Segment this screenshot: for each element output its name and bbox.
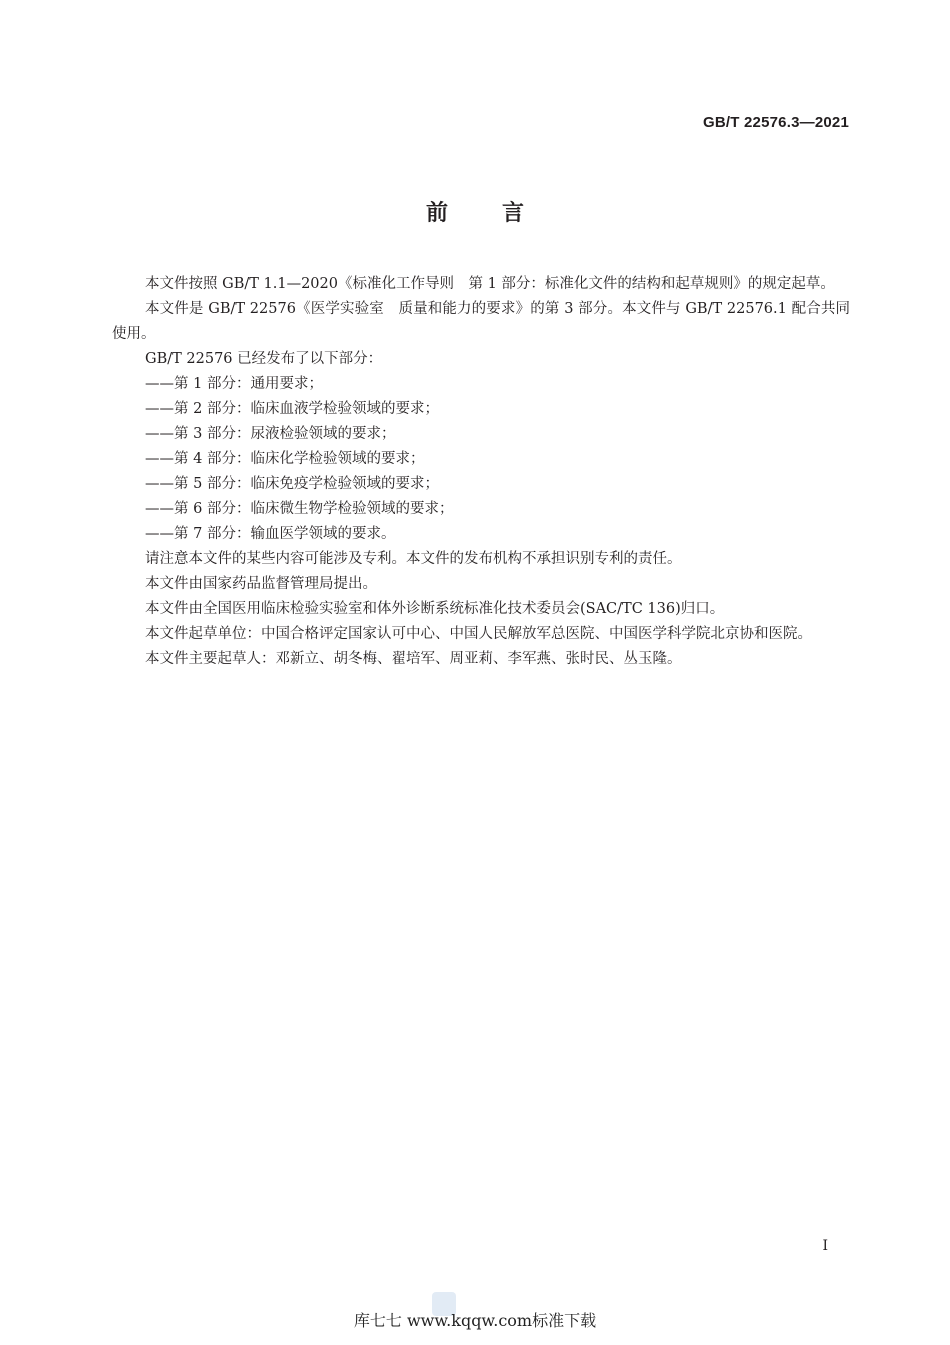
paragraph-drafting-organizations: 本文件起草单位：中国合格评定国家认可中心、中国人民解放军总医院、中国医学科学院北京协和医院。 (145, 626, 812, 642)
paragraph-drafting-rules: 本文件按照 GB/T 1.1—2020《标准化工作导则 第 1 部分：标准化文件的结构和起草规则》的规定起草。 (145, 276, 835, 292)
paragraph-main-drafters: 本文件主要起草人：邓新立、胡冬梅、翟培军、周亚莉、李军燕、张时民、丛玉隆。 (145, 651, 682, 667)
list-item-part-3: ——第 3 部分：尿液检验领域的要求； (145, 426, 396, 442)
list-item-part-6: ——第 6 部分：临床微生物学检验领域的要求； (145, 501, 454, 517)
footer-site-text: 库七七 www.kqqw.com标准下载 (353, 1311, 597, 1330)
paragraph-patent-notice: 请注意本文件的某些内容可能涉及专利。本文件的发布机构不承担识别专利的责任。 (145, 551, 682, 567)
foreword-body (112, 272, 850, 672)
paragraph-proposed-by: 本文件由国家药品监督管理局提出。 (145, 576, 377, 592)
list-item-part-4: ——第 4 部分：临床化学检验领域的要求； (145, 451, 425, 467)
list-item-part-7: ——第 7 部分：输血医学领域的要求。 (145, 526, 396, 542)
paragraph-published-parts: GB/T 22576 已经发布了以下部分： (145, 351, 383, 367)
standard-number: GB/T 22576.3—2021 (703, 114, 849, 131)
paragraph-under-jurisdiction: 本文件由全国医用临床检验实验室和体外诊断系统标准化技术委员会(SAC/TC 136)归口。 (145, 601, 725, 617)
page-number: I (822, 1238, 828, 1254)
paragraph-part-of-series: 本文件是 GB/T 22576《医学实验室 质量和能力的要求》的第 3 部分。本文件与 GB/T 22576.1 配合共同使用。 (112, 301, 850, 342)
list-item-part-5: ——第 5 部分：临床免疫学检验领域的要求； (145, 476, 439, 492)
page-title: 前言 (425, 201, 578, 226)
list-item-part-2: ——第 2 部分：临床血液学检验领域的要求； (145, 401, 439, 417)
list-item-part-1: ——第 1 部分：通用要求； (145, 376, 323, 392)
